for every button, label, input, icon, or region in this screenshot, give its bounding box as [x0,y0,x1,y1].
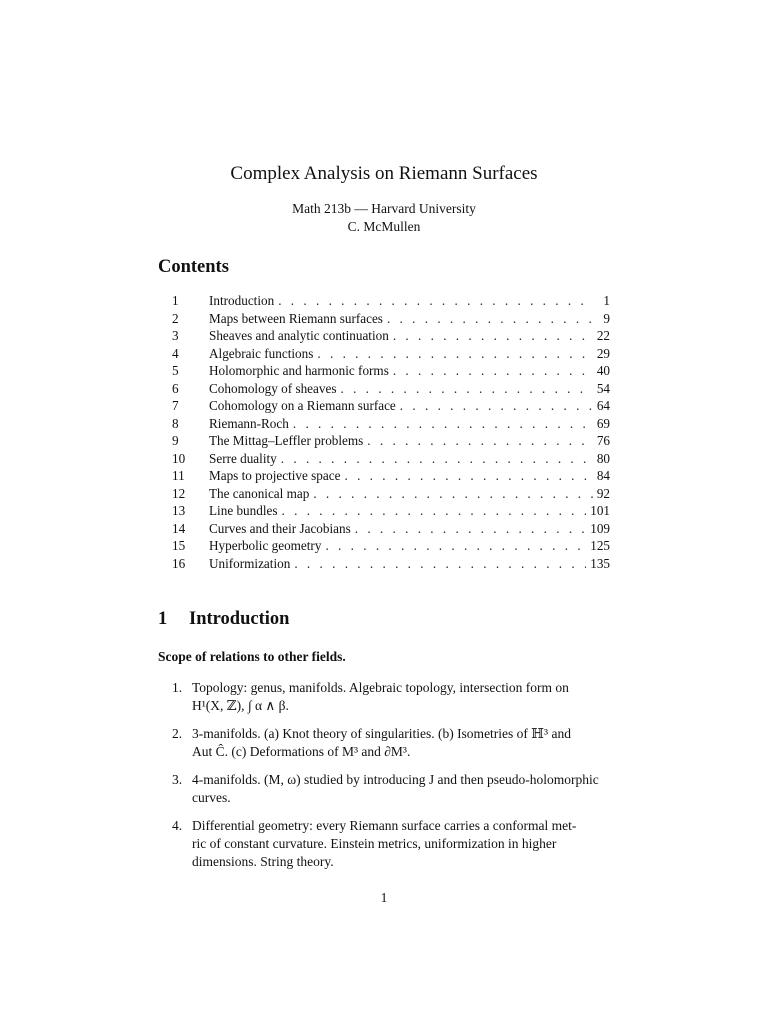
list-item-text [192,771,612,807]
section-heading [158,609,289,630]
toc-entry[interactable] [172,327,610,345]
toc-entry-number: 8 [172,415,179,431]
toc-entry[interactable] [172,450,610,468]
toc-entry-title: Introduction [209,293,275,308]
toc-entry-page: 1 [603,293,610,308]
page-number: 1 [380,890,388,905]
toc-entry-title: Uniformization [209,555,291,571]
toc-entry-number: 9 [172,433,179,448]
course-name: Math 213b — Harvard University [292,201,476,216]
toc-entry[interactable] [172,432,610,450]
paragraph-heading: Scope of relations to other fields. [158,649,346,664]
toc-entry-number: 5 [172,363,179,378]
author-name: C. McMullen [347,219,421,234]
toc-entry-page: 101 [590,503,610,518]
toc-entry-number: 11 [172,468,185,483]
toc-dot-leader [393,327,593,345]
section-number: 1 [158,609,168,629]
list-item-line: Differential geometry: every Riemann surface carries a conformal met- [192,818,577,833]
toc-entry-number: 15 [172,538,186,553]
toc-entry-number: 14 [172,520,186,536]
toc-dot-leader [278,292,594,310]
toc-dot-leader [317,345,592,363]
toc-entry-number: 1 [172,293,179,308]
contents-heading: Contents [158,257,229,277]
toc-dot-leader [367,432,593,450]
toc-entry[interactable] [172,362,610,380]
list-item-line: H¹(X, ℤ), ∫ α ∧ β. [192,698,289,713]
toc-entry[interactable] [172,292,610,310]
toc-entry[interactable] [172,467,610,485]
toc-entry-page: 22 [596,328,610,343]
toc-entry-title: Hyperbolic geometry [209,538,322,553]
list-item-line: curves. [192,790,231,805]
list-item-line: ric of constant curvature. Einstein metrics, uniformization in higher [192,836,557,851]
list-item [172,771,612,807]
toc-entry-title: Line bundles [209,503,278,518]
list-item-line: dimensions. String theory. [192,854,334,869]
toc-entry-title: Sheaves and analytic continuation [209,328,389,343]
toc-entry-number: 7 [172,398,179,413]
toc-entry[interactable] [172,397,610,415]
toc-entry-number: 4 [172,345,179,361]
toc-entry-title: Cohomology on a Riemann surface [209,398,396,413]
toc-entry[interactable] [172,345,610,363]
document-title: Complex Analysis on Riemann Surfaces [230,163,538,184]
list-item-number: 1. [172,680,183,695]
toc-dot-leader [325,537,586,555]
toc-dot-leader [281,450,593,468]
list-item [172,817,612,871]
toc-entry[interactable] [172,485,610,503]
toc-entry-title: The canonical map [209,485,310,501]
toc-entry[interactable] [172,502,610,520]
toc-dot-leader [294,555,586,573]
toc-entry-title: Serre duality [209,450,277,466]
list-item-text [192,679,612,715]
toc-entry-title: Maps between Riemann surfaces [209,310,383,326]
list-item-text [192,817,612,871]
toc-entry-title: Riemann-Roch [209,415,289,431]
toc-entry[interactable] [172,415,610,433]
list-item-line: Aut Ĉ. (c) Deformations of M³ and ∂M³. [192,744,411,759]
toc-entry-page: 84 [596,468,610,483]
toc-entry-page: 69 [596,415,610,431]
list-item-line: 4-manifolds. (M, ω) studied by introducing J and then pseudo-holomorphic [192,772,599,787]
toc-dot-leader [282,502,587,520]
list-item-number: 4. [172,818,183,833]
toc-dot-leader [387,310,594,328]
toc-entry-page: 29 [596,345,610,361]
toc-entry-page: 54 [596,380,610,396]
toc-entry-title: Algebraic functions [209,345,314,361]
toc-entry-page: 76 [596,433,610,448]
section-title: Introduction [189,609,290,629]
list-item-line: 3-manifolds. (a) Knot theory of singularities. (b) Isometries of ℍ³ and [192,726,571,741]
toc-entry[interactable] [172,555,610,573]
toc-dot-leader [313,485,592,503]
toc-entry-page: 109 [590,520,610,536]
toc-entry-page: 125 [590,538,610,553]
toc-entry[interactable] [172,520,610,538]
toc-entry-title: Cohomology of sheaves [209,380,337,396]
toc-entry-page: 64 [596,398,610,413]
toc-entry-title: The Mittag–Leffler problems [209,433,364,448]
toc-entry-page: 80 [596,450,610,466]
relations-list [172,679,612,881]
toc-entry[interactable] [172,310,610,328]
toc-entry-number: 3 [172,328,179,343]
toc-dot-leader [293,415,593,433]
toc-entry-page: 9 [603,310,610,326]
toc-dot-leader [355,520,586,538]
toc-entry[interactable] [172,537,610,555]
toc-entry-number: 10 [172,450,186,466]
toc-entry-number: 6 [172,380,179,396]
toc-entry-title: Curves and their Jacobians [209,520,351,536]
toc-entry[interactable] [172,380,610,398]
table-of-contents [172,292,610,572]
toc-entry-number: 16 [172,555,186,571]
toc-entry-page: 135 [590,555,610,571]
toc-entry-number: 12 [172,485,186,501]
list-item [172,679,612,715]
toc-dot-leader [400,397,593,415]
toc-entry-title: Maps to projective space [209,468,341,483]
list-item-number: 2. [172,726,183,741]
toc-entry-page: 40 [596,363,610,378]
document-byline [0,200,768,236]
toc-dot-leader [340,380,592,398]
list-item-line: Topology: genus, manifolds. Algebraic topology, intersection form on [192,680,569,695]
list-item-text [192,725,612,761]
toc-entry-number: 2 [172,310,179,326]
toc-entry-page: 92 [596,485,610,501]
toc-dot-leader [393,362,593,380]
list-item-number: 3. [172,772,183,787]
toc-entry-title: Holomorphic and harmonic forms [209,363,389,378]
toc-dot-leader [344,467,592,485]
list-item [172,725,612,761]
toc-entry-number: 13 [172,503,186,518]
